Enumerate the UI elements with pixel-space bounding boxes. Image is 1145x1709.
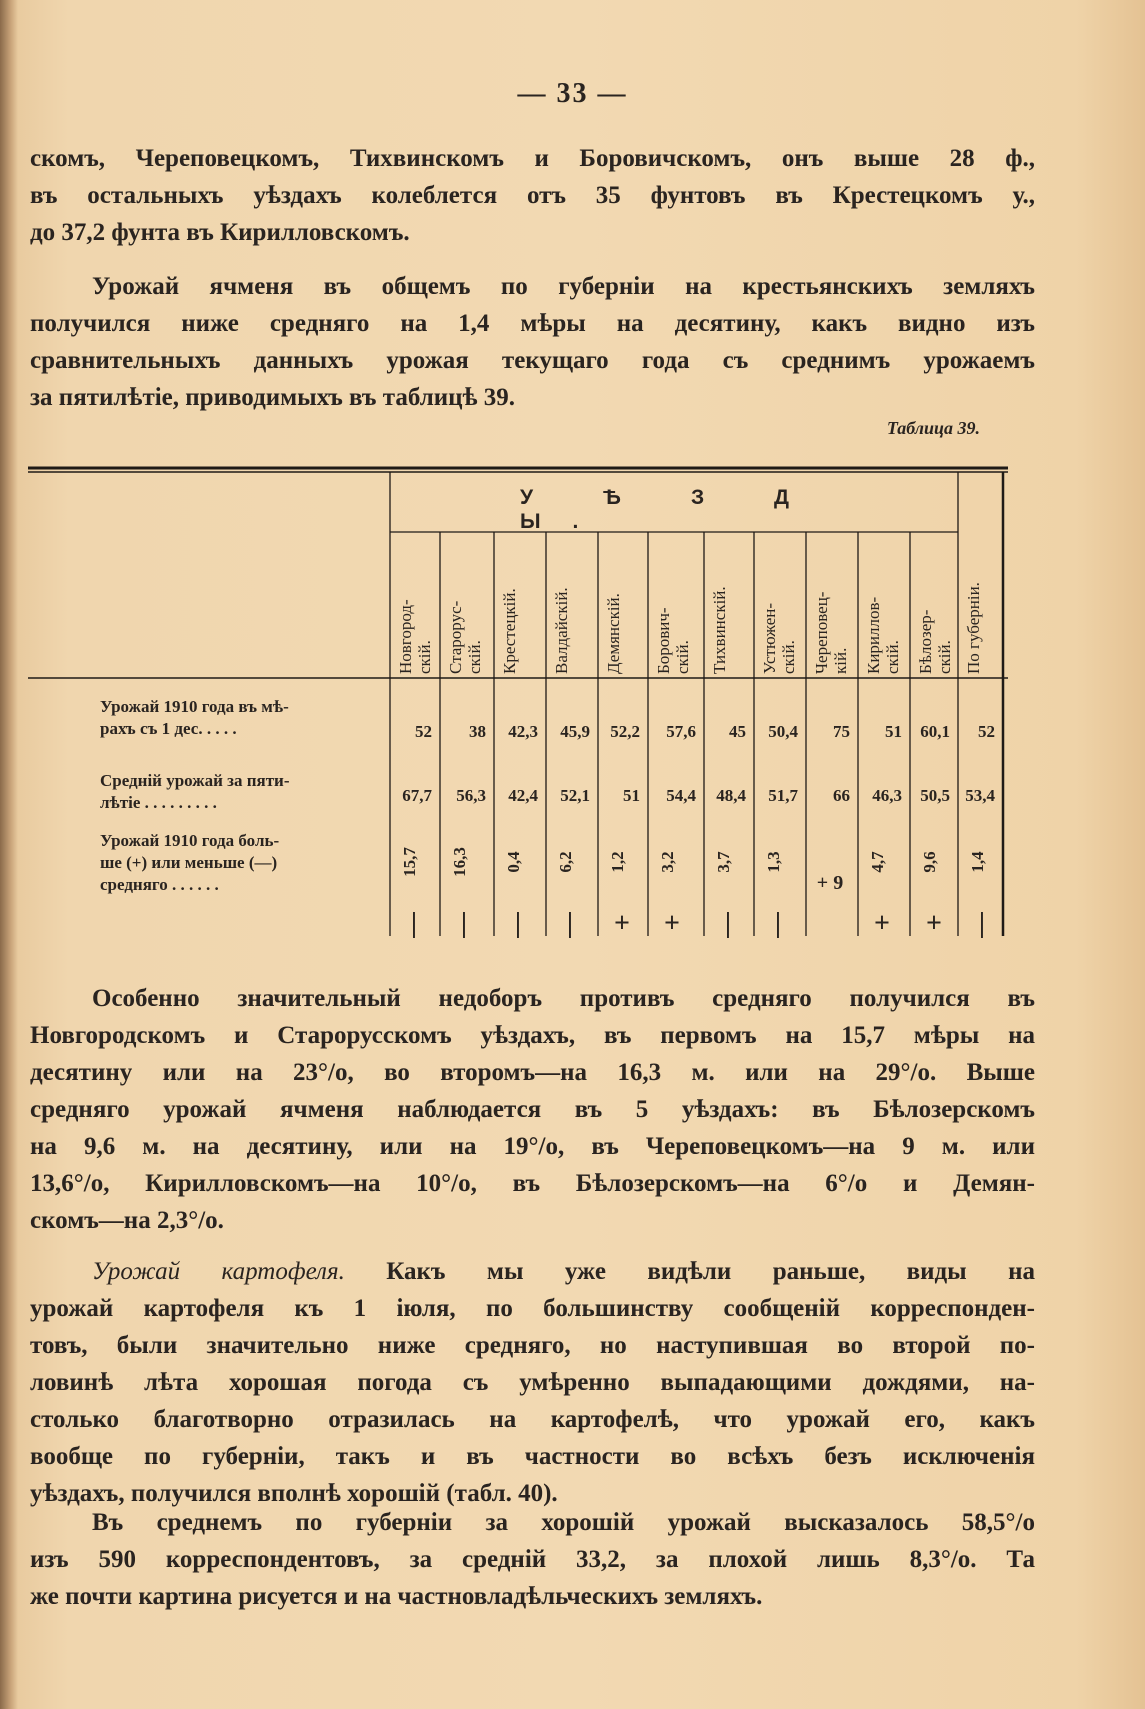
difference-cell xyxy=(704,832,752,942)
table-cell: 51,7 xyxy=(768,786,798,805)
paragraph-4 xyxy=(30,1253,1035,1512)
table-cell: 57,6 xyxy=(666,722,696,741)
difference-cell xyxy=(546,832,594,942)
table-cell: 60,1 xyxy=(920,722,950,741)
text-line: урожай картофеля къ 1 іюля, по большинству сообщеній корреспонден- xyxy=(30,1295,1035,1322)
text-line: сравнительныхъ данныхъ урожая текущаго года съ среднимъ урожаемъ xyxy=(30,347,1035,374)
text-line: вообще по губерніи, такъ и въ частности во всѣхъ безъ исключенія xyxy=(30,1443,1035,1470)
table-cell: 53,4 xyxy=(965,786,995,805)
table-cell: 48,4 xyxy=(716,786,746,805)
table-cell: 51 xyxy=(885,722,902,741)
text-line: скомъ, Череповецкомъ, Тихвинскомъ и Боровичскомъ, онъ выше 28 ф., xyxy=(30,145,1035,172)
page-number: — 33 — xyxy=(517,78,628,109)
table-cell: 52,1 xyxy=(560,786,590,805)
column-header: Кириллов- скій. xyxy=(864,596,902,674)
difference-value: 16,3 xyxy=(450,847,469,877)
row-label: Средній урожай за пяти- лѣтіе . . . . . . . . . xyxy=(100,771,290,812)
text-line: десятину или на 23°/о, во второмъ—на 16,3 м. или на 29°/о. Выше xyxy=(30,1059,1035,1086)
table-cell: 56,3 xyxy=(456,786,486,805)
text-line: изъ 590 корреспондентовъ, за средній 33,2, за плохой лишь 8,3°/о. Та xyxy=(30,1546,1035,1573)
text-line: Новгородскомъ и Старорусскомъ уѣздахъ, въ первомъ на 15,7 мѣры на xyxy=(30,1022,1035,1049)
difference-sign: | xyxy=(514,908,522,939)
text-line: въ остальныхъ уѣздахъ колеблется отъ 35 фунтовъ въ Крестецкомъ у., xyxy=(30,182,1035,209)
difference-cell xyxy=(648,832,696,942)
difference-value: 4,7 xyxy=(868,851,887,873)
text-line: Урожай ячменя въ общемъ по губерніи на крестьянскихъ земляхъ xyxy=(92,273,1035,300)
table-cell: 46,3 xyxy=(872,786,902,805)
difference-value: 0,4 xyxy=(504,851,523,873)
text-line: ловинѣ лѣта хорошая погода съ умѣренно выпадающими дождями, на- xyxy=(30,1369,1035,1396)
difference-value: 3,2 xyxy=(658,851,677,873)
column-header: Борович- скій. xyxy=(654,607,692,674)
difference-sign: | xyxy=(410,908,418,939)
paragraph-3 xyxy=(30,980,1035,1239)
section-title: Урожай картофеля. xyxy=(92,1258,345,1285)
table-cell: 75 xyxy=(833,722,850,741)
difference-sign: + xyxy=(926,908,942,939)
difference-value: 1,4 xyxy=(968,851,987,873)
column-header: Устюжен- скій. xyxy=(760,602,798,674)
difference-value: 3,7 xyxy=(714,851,733,873)
text-line: 13,6°/о, Кирилловскомъ—на 10°/о, въ Бѣлозерскомъ—на 6°/о и Демян- xyxy=(30,1170,1035,1197)
difference-value: + 9 xyxy=(816,872,844,894)
text-line: же почти картина рисуется и на частновладѣльческихъ земляхъ. xyxy=(30,1583,763,1610)
text-line: уѣздахъ, получился вполнѣ хорошій (табл. 40). xyxy=(30,1480,558,1507)
row-label: Урожай 1910 года боль- ше (+) или меньше (—) средняго . . . . . . xyxy=(100,831,280,894)
difference-value: 15,7 xyxy=(400,847,419,877)
column-header: Новгород- скій. xyxy=(396,599,434,674)
column-header: По губерніи. xyxy=(964,582,983,674)
table-cell: 67,7 xyxy=(402,786,432,805)
table-cell: 52 xyxy=(415,722,432,741)
column-header: Демянскій. xyxy=(604,593,623,674)
text-line: до 37,2 фунта въ Кирилловскомъ. xyxy=(30,219,410,246)
column-header: Валдайскій. xyxy=(552,587,571,674)
text-line: на 9,6 м. на десятину, или на 19°/о, въ Череповецкомъ—на 9 м. или xyxy=(30,1133,1035,1160)
paragraph-2 xyxy=(30,268,1035,416)
difference-sign: + xyxy=(874,908,890,939)
difference-value: 1,3 xyxy=(764,851,783,873)
difference-cell xyxy=(440,832,488,942)
text-line xyxy=(30,1253,1035,1290)
difference-cell xyxy=(858,832,906,942)
column-header: Череповец- кій. xyxy=(812,591,850,674)
table-cell: 38 xyxy=(469,722,486,741)
difference-cell xyxy=(598,832,646,942)
difference-sign: | xyxy=(566,908,574,939)
difference-sign: + xyxy=(614,908,630,939)
difference-cell xyxy=(754,832,802,942)
difference-cell xyxy=(390,832,438,942)
difference-sign: | xyxy=(724,908,732,939)
text-line: средняго урожай ячменя наблюдается въ 5 уѣздахъ: въ Бѣлозерскомъ xyxy=(30,1096,1035,1123)
table-cell: 52,2 xyxy=(610,722,640,741)
page-edge xyxy=(0,0,18,1709)
table-cell: 52 xyxy=(978,722,995,741)
difference-value: 1,2 xyxy=(608,851,627,873)
difference-sign: | xyxy=(774,908,782,939)
table-cell: 42,4 xyxy=(508,786,538,805)
table-cell: 50,5 xyxy=(920,786,950,805)
table-cell: 42,3 xyxy=(508,722,538,741)
difference-sign: + xyxy=(664,908,680,939)
text-line: Особенно значительный недоборъ противъ средняго получился въ xyxy=(92,985,1035,1012)
text-line: получился ниже средняго на 1,4 мѣры на десятину, какъ видно изъ xyxy=(30,310,1035,337)
row-label: Урожай 1910 года въ мѣ- рахъ съ 1 дес. . . . . xyxy=(100,697,289,738)
text-line: столько благотворно отразилась на картофелѣ, что урожай его, какъ xyxy=(30,1406,1035,1433)
difference-sign: | xyxy=(460,908,468,939)
text-line: скомъ—на 2,3°/о. xyxy=(30,1207,224,1234)
table-caption: Таблица 39. xyxy=(886,418,980,438)
difference-sign: | xyxy=(978,908,986,939)
difference-value: 9,6 xyxy=(920,851,939,873)
paragraph-5 xyxy=(30,1504,1035,1615)
column-header: Крестецкій. xyxy=(500,588,519,674)
difference-cell xyxy=(958,832,1006,942)
paragraph-1 xyxy=(30,140,1035,251)
text-line: за пятилѣтіе, приводимыхъ въ таблицѣ 39. xyxy=(30,384,516,411)
difference-cell xyxy=(806,832,854,942)
text-line: Въ среднемъ по губерніи за хорошій урожай высказалось 58,5°/о xyxy=(92,1509,1035,1536)
difference-cell xyxy=(494,832,542,942)
table-cell: 66 xyxy=(833,786,850,805)
difference-value: 6,2 xyxy=(556,851,575,873)
column-header: Бѣлозер- скій. xyxy=(916,609,954,674)
table-cell: 54,4 xyxy=(666,786,696,805)
table-cell: 45 xyxy=(729,722,746,741)
column-header: Тихвинскій. xyxy=(710,586,729,674)
text-line: товъ, были значительно ниже средняго, но наступившая во второй по- xyxy=(30,1332,1035,1359)
table-cell: 45,9 xyxy=(560,722,590,741)
table-cell: 50,4 xyxy=(768,722,798,741)
table-cell: 51 xyxy=(623,786,640,805)
difference-cell xyxy=(910,832,958,942)
text-run: Какъ мы уже видѣли раньше, виды на xyxy=(344,1258,1035,1285)
column-header: Старорус- скій. xyxy=(446,600,484,674)
group-header: У Ѣ З Д Ы. xyxy=(520,486,821,533)
